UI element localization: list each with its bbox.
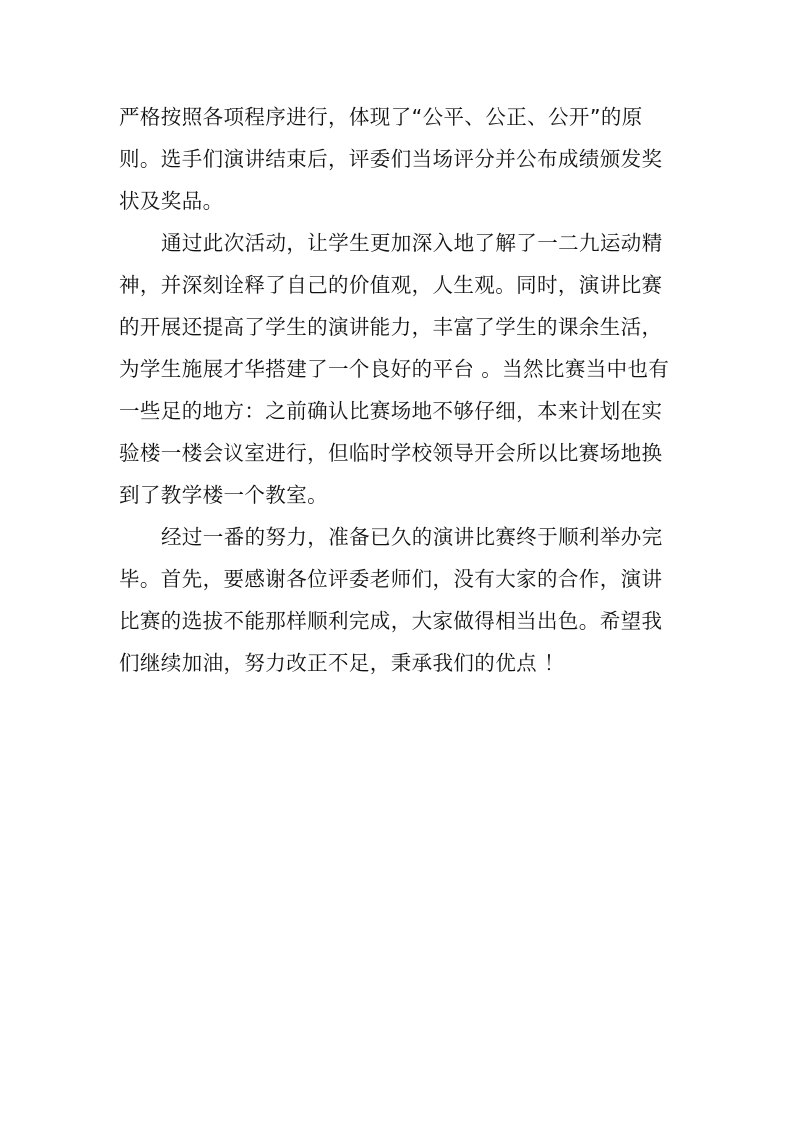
paragraph-2-line-5: 一些足的地方：之前确认比赛场地不够仔细，本来计划在实 [119, 399, 663, 423]
paragraph-2-line-6: 验楼一楼会议室进行，但临时学校领导开会所以比赛场地换 [119, 441, 663, 465]
paragraph-2-line-7: 到了教学楼一个教室。 [119, 483, 328, 507]
paragraph-2-line-2: 神，并深刻诠释了自己的价值观，人生观。同时，演讲比赛 [119, 273, 663, 297]
paragraph-1-line-2: 则。选手们演讲结束后，评委们当场评分并公布成绩颁发奖 [119, 147, 663, 171]
paragraph-3-line-1: 经过一番的努力，准备已久的演讲比赛终于顺利举办完 [161, 525, 663, 549]
paragraph-1-line-3: 状及奖品。 [119, 189, 224, 213]
paragraph-2-line-4: 为学生施展才华搭建了一个良好的平台 。当然比赛当中也有 [119, 357, 670, 381]
paragraph-3-line-4: 们继续加油，努力改正不足，秉承我们的优点 ！ [119, 651, 565, 675]
paragraph-3-line-2: 毕。首先，要感谢各位评委老师们，没有大家的合作，演讲 [119, 567, 663, 591]
paragraph-2-line-1: 通过此次活动，让学生更加深入地了解了一二九运动精 [161, 231, 663, 255]
paragraph-1-line-1: 严格按照各项程序进行，体现了“公平、公正、公开”的原 [119, 105, 643, 129]
paragraph-2-line-3: 的开展还提高了学生的演讲能力，丰富了学生的课余生活， [119, 315, 663, 339]
paragraph-3-line-3: 比赛的选拔不能那样顺利完成，大家做得相当出色。希望我 [119, 609, 663, 633]
